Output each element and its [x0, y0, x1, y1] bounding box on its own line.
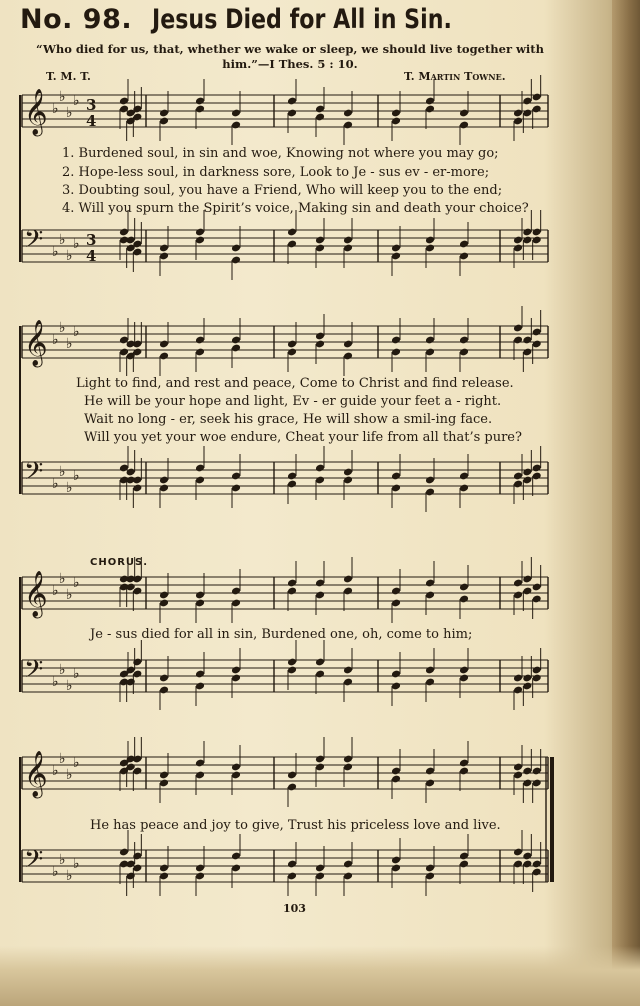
composer-credit: T. Martin Towne. [404, 70, 506, 83]
chorus-line-2: He has peace and joy to give, Trust his priceless love and live. [90, 818, 501, 833]
flat-icon: ♭ [59, 232, 66, 248]
bass-clef-icon: 𝄢 [24, 845, 44, 880]
flat-icon: ♭ [59, 89, 66, 105]
flat-icon: ♭ [73, 236, 80, 252]
chorus-line-1: Je - sus died for all in sin, Burdened one, oh, come to him; [90, 627, 473, 642]
verse-3-line-a: 3. Doubting soul, you have a Friend, Who will keep you to the end; [62, 183, 503, 198]
treble-clef-icon: 𝄞 [24, 89, 48, 135]
flat-icon: ♭ [73, 324, 80, 340]
flat-icon: ♭ [73, 755, 80, 771]
flat-icon: ♭ [73, 93, 80, 109]
time-signature-bottom: 4 [86, 247, 97, 265]
flat-icon: ♭ [66, 767, 73, 783]
time-signature-bottom: 4 [86, 112, 97, 130]
flat-icon: ♭ [52, 674, 59, 690]
bass-clef-icon: 𝄢 [24, 457, 44, 492]
treble-clef-icon: 𝄞 [24, 751, 48, 797]
flat-icon: ♭ [66, 678, 73, 694]
flat-icon: ♭ [66, 587, 73, 603]
flat-icon: ♭ [66, 248, 73, 264]
scripture-line-1: “Who died for us, that, whether we wake or sleep, we should live together with [36, 42, 544, 56]
time-signature-top: 3 [86, 96, 97, 114]
treble-clef-icon: 𝄞 [24, 320, 48, 366]
flat-icon: ♭ [52, 101, 59, 117]
flat-icon: ♭ [59, 464, 66, 480]
scripture-line-2: him.”—I Thes. 5 : 10. [222, 57, 358, 71]
flat-icon: ♭ [59, 662, 66, 678]
flat-icon: ♭ [59, 571, 66, 587]
flat-icon: ♭ [52, 583, 59, 599]
flat-icon: ♭ [52, 332, 59, 348]
verse-4-line-a: 4. Will you spurn the Spirit’s voice, Making sin and death your choice? [62, 201, 529, 216]
flat-icon: ♭ [73, 666, 80, 682]
lyricist-credit: T. M. T. [46, 70, 91, 83]
verse-2-line-b: He will be your hope and light, Ev - er guide your feet a - right. [84, 394, 502, 409]
verse-4-line-b: Will you yet your woe endure, Cheat your life from all that’s pure? [84, 430, 522, 445]
flat-icon: ♭ [66, 336, 73, 352]
flat-icon: ♭ [66, 480, 73, 496]
flat-icon: ♭ [66, 105, 73, 121]
hymn-number: No. 98. [20, 4, 133, 35]
flat-icon: ♭ [73, 856, 80, 872]
verse-3-line-b: Wait no long - er, seek his grace, He will show a smil-ing face. [84, 412, 493, 427]
flat-icon: ♭ [73, 575, 80, 591]
flat-icon: ♭ [52, 244, 59, 260]
flat-icon: ♭ [59, 320, 66, 336]
verse-1-line-b: Light to find, and rest and peace, Come to Christ and find release. [76, 376, 514, 391]
flat-icon: ♭ [66, 868, 73, 884]
page-number: 103 [283, 902, 306, 915]
flat-icon: ♭ [59, 852, 66, 868]
flat-icon: ♭ [52, 864, 59, 880]
flat-icon: ♭ [73, 468, 80, 484]
verse-2-line-a: 2. Hope-less soul, in darkness sore, Look to Je - sus ev - er-more; [62, 165, 490, 180]
flat-icon: ♭ [52, 476, 59, 492]
time-signature-top: 3 [86, 231, 97, 249]
chorus-label: CHORUS. [90, 557, 149, 568]
bass-clef-icon: 𝄢 [24, 225, 44, 260]
flat-icon: ♭ [52, 763, 59, 779]
verse-1-line-a: 1. Burdened soul, in sin and woe, Knowing not where you may go; [62, 146, 499, 161]
treble-clef-icon: 𝄞 [24, 571, 48, 617]
hymn-title: Jesus Died for All in Sin. [152, 4, 452, 35]
bass-clef-icon: 𝄢 [24, 655, 44, 690]
flat-icon: ♭ [59, 751, 66, 767]
